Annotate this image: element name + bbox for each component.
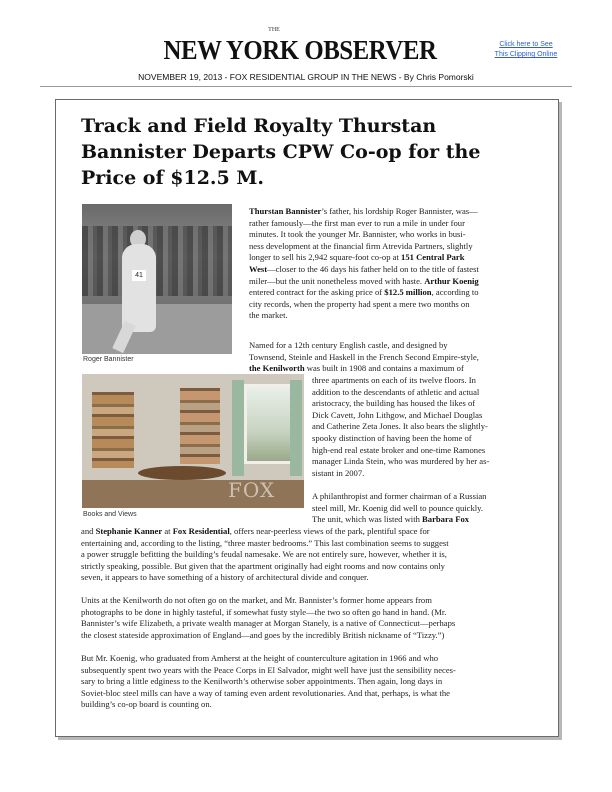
text-line [249, 264, 479, 276]
text-line [249, 206, 479, 218]
photo-crowd [82, 226, 232, 296]
text-run: and Catherine Zeta Jones. It also bears the slightly- [312, 421, 488, 432]
text-run: sistant in 2007. [312, 467, 365, 478]
text-line [249, 352, 479, 364]
text-line [249, 287, 479, 299]
bold-text-run: $12.5 million [384, 287, 432, 298]
text-run: entered contract for the asking price of [249, 287, 385, 298]
text-run: ness development at the financial firm Atrevida Partners, slightly [249, 240, 473, 251]
text-line [81, 572, 449, 584]
text-line [312, 387, 489, 399]
curtain-right [290, 380, 302, 476]
paragraph-3-wide [81, 526, 449, 584]
text-run: sary to bring a little edginess to the Kenilworth’s otherwise sober appointments. Then again, long days in [81, 676, 443, 687]
bold-text-run: Stephanie Kanner [95, 526, 163, 536]
text-run: high-end real estate broker and one-time Ramones [312, 444, 486, 455]
text-line [312, 491, 486, 503]
text-line [249, 229, 479, 241]
text-run: , offers near-peerless views of the park, plentiful space for [229, 526, 430, 536]
dining-table [138, 466, 226, 480]
text-line [249, 241, 479, 253]
text-line [81, 630, 455, 642]
text-line [312, 503, 486, 515]
text-line [312, 410, 489, 422]
text-run: was built in 1908 and contains a maximum of [304, 363, 464, 374]
text-run: Bannister’s wife Elizabeth, a private wealth manager at Morgan Stanely, is a native of Connecticut—perhaps [81, 618, 456, 629]
text-run: longer to sell his 2,942 square-foot co-op at [249, 252, 402, 263]
text-run: entertaining and, according to the listing, “three master bedrooms.” This last combination seems to suggest [81, 537, 449, 548]
text-run: a power struggle befitting the building’s feudal namesake. We are not entirely sure, however, whether it is, [81, 549, 447, 560]
text-run: A philanthropist and former chairman of a Russian [312, 491, 487, 501]
text-run: steel mill, Mr. Koenig did well to pounce quickly. [312, 502, 484, 513]
fox-watermark: FOX [228, 478, 276, 502]
bold-text-run: Thurstan Bannister [249, 206, 322, 216]
text-line [81, 549, 449, 561]
text-line [249, 218, 479, 230]
runner-bib: 41 [132, 270, 146, 281]
text-line [81, 561, 449, 573]
text-run: city records, when the property had spent a mere two months on [249, 298, 470, 309]
paragraph-3-narrow [312, 491, 486, 526]
bold-text-run: West [249, 263, 268, 274]
roger-bannister-photo [82, 204, 232, 354]
text-line [312, 398, 489, 410]
text-line [249, 299, 479, 311]
paragraph-1 [249, 206, 479, 322]
paragraph-4 [81, 595, 455, 641]
text-run: photographs to be done in highly tasteful, if somewhat fusty style—the two so often go hand in hand. (Mr. [81, 606, 447, 617]
text-line [312, 433, 489, 445]
text-line [312, 445, 489, 457]
dateline: NOVEMBER 19, 2013 - FOX RESIDENTIAL GROUP IN THE NEWS - By Chris Pomorski [138, 72, 474, 82]
headline-line-2: Bannister Departs CPW Co-op for the [81, 141, 481, 163]
text-run: miler—but the unit nonetheless moved with haste. [249, 275, 425, 286]
clipping-link-line-1[interactable]: Click here to See [499, 41, 553, 48]
text-line [81, 595, 455, 607]
photo-caption-bannister: Roger Bannister [83, 356, 134, 363]
bold-text-run: Fox Residential [172, 526, 230, 536]
bookshelf-right [180, 388, 220, 464]
text-run: Soviet-bloc steel mills can have a way of taming even ardent revolutionaries. And that, perhaps, is what the [81, 687, 450, 698]
text-run: But Mr. Koenig, who graduated from Amherst at the height of counterculture agitation in 1966 and who [81, 653, 439, 663]
paragraph-5 [81, 653, 456, 711]
paragraph-2-wide [249, 340, 479, 375]
text-run: Townsend, Steinle and Haskell in the French Second Empire-style, [249, 351, 479, 362]
article-headline [81, 113, 541, 191]
photo-runner [122, 244, 156, 332]
text-line [81, 665, 456, 677]
text-run: ’s father, his lordship Roger Bannister, was— [321, 206, 478, 216]
text-run: aristocracy, the building has housed the likes of [312, 398, 476, 409]
bold-text-run: the Kenilworth [249, 363, 305, 374]
text-run: rather famously—the first man ever to run a mile in under four [249, 217, 465, 228]
text-run: building’s co-op board is counting on. [81, 699, 212, 710]
text-run: addition to the descendants of athletic and actual [312, 386, 480, 397]
masthead-emblem: THE [268, 27, 280, 33]
header-rule [40, 86, 572, 87]
paragraph-2-narrow [312, 375, 489, 479]
text-run: Named for a 12th century English castle, and designed by [249, 340, 448, 350]
text-line [312, 421, 489, 433]
text-run: spooky distinction of having been the home of [312, 432, 472, 443]
text-line [312, 456, 489, 468]
text-line [249, 363, 479, 375]
text-run: —closer to the 46 days his father held on to the title of fastest [267, 263, 479, 274]
headline-line-1: Track and Field Royalty Thurstan [81, 115, 437, 137]
text-line [81, 526, 449, 538]
text-line [81, 676, 456, 688]
text-line [312, 375, 489, 387]
photo-track [82, 304, 232, 354]
headline-line-3: Price of $12.5 M. [81, 167, 265, 189]
text-run: strictly speaking, possible. But given that the apartment originally had eight rooms and now contains only [81, 560, 445, 571]
text-run: at [162, 526, 173, 536]
text-run: the closest stateside approximation of England—and goes by the incredibly British nickname of “Tizzy.”) [81, 629, 445, 640]
bold-text-run: Barbara Fox [422, 514, 470, 525]
text-line [81, 699, 456, 711]
window-park-view [244, 384, 294, 464]
text-line [249, 310, 479, 322]
curtain-left [232, 380, 244, 476]
bold-text-run: Arthur Koenig [424, 275, 479, 286]
bookshelf-left [92, 392, 134, 468]
text-line [81, 653, 456, 665]
library-room-photo [82, 374, 304, 508]
text-line [81, 607, 455, 619]
text-line [312, 514, 486, 526]
text-run: The unit, which was listed with [312, 514, 423, 525]
text-line [249, 252, 479, 264]
text-run: Units at the Kenilworth do not often go on the market, and Mr. Bannister’s former home appears from [81, 595, 432, 605]
text-run: , according to [431, 287, 479, 298]
text-line [81, 688, 456, 700]
text-line [312, 468, 489, 480]
text-run: minutes. It took the younger Mr. Bannister, who works in busi- [249, 229, 466, 240]
text-run: subsequently spent two years with the Peace Corps in El Salvador, might well have just the sensibility neces- [81, 664, 456, 675]
clipping-online-link[interactable] [486, 40, 566, 60]
text-line [249, 276, 479, 288]
masthead-logo: NEW YORK OBSERVER [163, 35, 437, 65]
text-run: the market. [249, 310, 288, 321]
text-line [81, 538, 449, 550]
text-run: seven, it appears to have something of a history of architectural divide and conquer. [81, 572, 369, 583]
clipping-link-line-2[interactable]: This Clipping Online [494, 51, 558, 58]
photo-caption-books: Books and Views [83, 511, 137, 518]
bold-text-run: 151 Central Park [401, 252, 465, 263]
text-line [249, 340, 479, 352]
text-run: manager Linda Stein, who was murdered by her as- [312, 456, 490, 467]
text-run: three apartments on each of its twelve floors. In [312, 375, 476, 385]
text-run: Dick Cavett, John Lithgow, and Michael Douglas [312, 409, 483, 420]
text-run: and [81, 526, 96, 536]
text-line [81, 618, 455, 630]
